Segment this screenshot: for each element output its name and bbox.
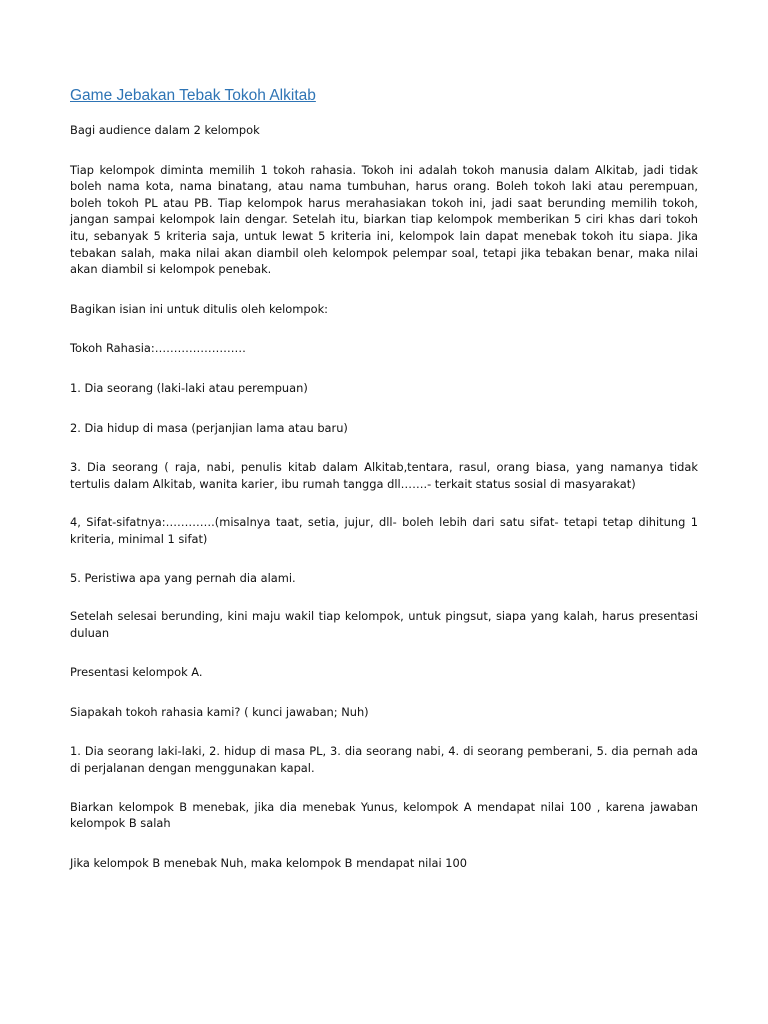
paragraph-criteria-3: 3. Dia seorang ( raja, nabi, penulis kitab dalam Alkitab,tentara, rasul, orang biasa, yang namanya tidak tertulis dalam Alkitab, wanita karier, ibu rumah tangga dll…….- terkait status sosial di masyarakat) bbox=[70, 460, 698, 491]
paragraph-secret-figure: Tokoh Rahasia:…………………… bbox=[70, 341, 246, 356]
paragraph-criteria-4: 4, Sifat-sifatnya:………….(misalnya taat, setia, jujur, dll- boleh lebih dari satu sifat- tetapi tetap dihitung 1 kriteria, minimal 1 sifat) bbox=[70, 515, 698, 546]
paragraph-clues: 1. Dia seorang laki-laki, 2. hidup di masa PL, 3. dia seorang nabi, 4. di seorang pemberani, 5. dia pernah ada di perjalanan dengan menggunakan kapal. bbox=[70, 744, 698, 776]
paragraph-criteria-1: 1. Dia seorang (laki-laki atau perempuan) bbox=[70, 380, 308, 395]
paragraph-intro: Bagi audience dalam 2 kelompok bbox=[70, 123, 260, 137]
paragraph-rules: Tiap kelompok diminta memilih 1 tokoh rahasia. Tokoh ini adalah tokoh manusia dalam Alkitab, jadi tidak boleh nama kota, nama binatang, atau nama tumbuhan, harus orang. Boleh tokoh laki atau perempuan, boleh tokoh PL atau PB. Tiap kelompok harus merahasiakan tokoh ini, jadi saat berunding memilih tokoh, jangan sampai kelompok lain dengar. Setelah itu, biarkan tiap kelompok memberikan 5 ciri khas dari tokoh itu, sebanyak 5 kriteria saja, untuk lewat 5 kriteria ini, kelompok lain dapat menebak tokoh itu siapa. Jika tebakan salah, maka nilai akan diambil oleh kelompok pelempar soal, tetapi jika tebakan benar, maka nilai akan diambil si kelompok penebak. bbox=[70, 162, 698, 277]
paragraph-negotiation: Setelah selesai berunding, kini maju wakil tiap kelompok, untuk pingsut, siapa yang kalah, harus presentasi duluan bbox=[70, 609, 698, 640]
paragraph-worksheet-intro: Bagikan isian ini untuk ditulis oleh kelompok: bbox=[70, 301, 329, 316]
paragraph-criteria-5: 5. Peristiwa apa yang pernah dia alami. bbox=[70, 570, 296, 585]
paragraph-right-guess: Jika kelompok B menebak Nuh, maka kelompok B mendapat nilai 100 bbox=[70, 855, 467, 870]
paragraph-wrong-guess: Biarkan kelompok B menebak, jika dia menebak Yunus, kelompok A mendapat nilai 100 , karena jawaban kelompok B salah bbox=[70, 799, 698, 831]
paragraph-criteria-2: 2. Dia hidup di masa (perjanjian lama atau baru) bbox=[70, 420, 348, 435]
paragraph-question: Siapakah tokoh rahasia kami? ( kunci jawaban; Nuh) bbox=[70, 704, 369, 719]
paragraph-presentation-a: Presentasi kelompok A. bbox=[70, 665, 203, 680]
document-title-link[interactable]: Game Jebakan Tebak Tokoh Alkitab bbox=[70, 87, 316, 104]
document-page bbox=[70, 86, 698, 871]
